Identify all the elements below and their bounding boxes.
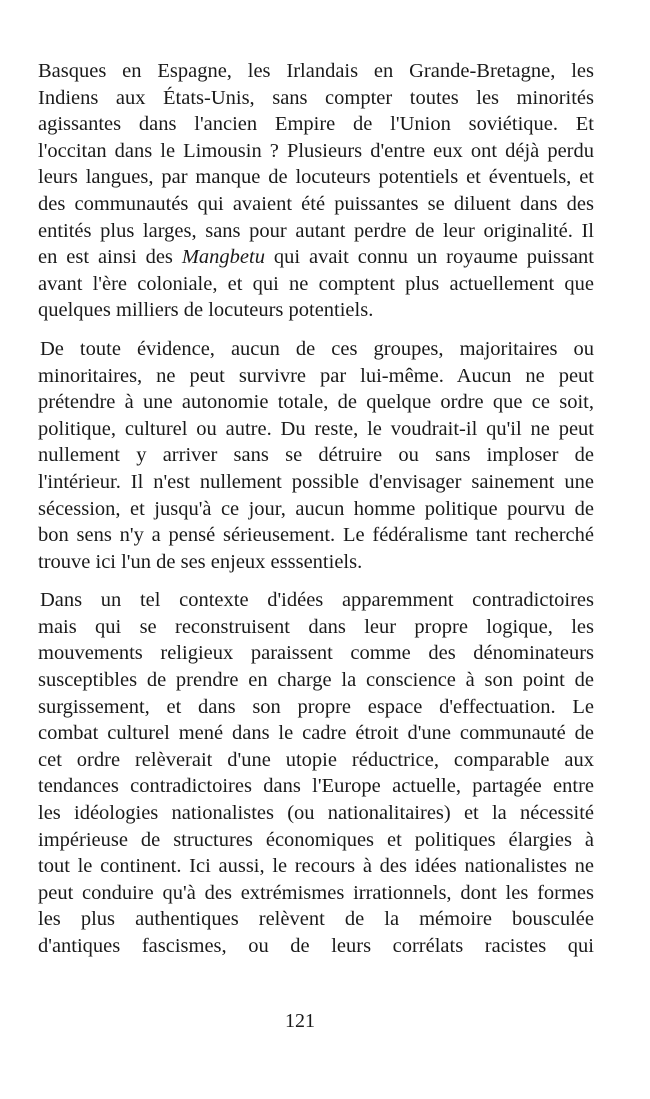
text-line: l'occitan dans le Limousin ? Plusieurs d'entre eux ont déjà perdu (38, 139, 594, 162)
text-line: politique, culturel ou autre. Du reste, le voudrait-il qu'il ne peut (38, 417, 594, 440)
paragraph-1 (38, 58, 594, 324)
text-segment: qui avait connu un royaume puissant (264, 246, 594, 269)
text-line: avant l'ère coloniale, et qui ne comptent plus actuellement que (38, 272, 594, 295)
text-line: mais qui se reconstruisent dans leur propre logique, les (38, 615, 594, 638)
text-line-with-italic (38, 244, 594, 271)
italic-word: Mangbetu (181, 246, 265, 269)
text-line: nullement y arriver sans se détruire ou sans imploser de (38, 444, 594, 467)
paragraph-2 (38, 336, 594, 575)
text-line: agissantes dans l'ancien Empire de l'Union soviétique. Et (38, 113, 594, 136)
text-line: De toute évidence, aucun de ces groupes, majoritaires ou (40, 337, 594, 360)
text-line: tendances contradictoires dans l'Europe actuelle, partagée entre (38, 775, 594, 798)
text-line: minoritaires, ne peut survivre par lui-même. Aucun ne peut (38, 364, 594, 387)
text-line: entités plus larges, sans pour autant perdre de leur originalité. Il (38, 219, 594, 242)
text-segment: en est ainsi des (38, 246, 182, 269)
text-line: trouve ici l'un de ses enjeux esssentiels. (38, 550, 363, 573)
text-line: les plus authentiques relèvent de la mémoire bousculée (38, 908, 594, 931)
text-line: Dans un tel contexte d'idées apparemment contradictoires (40, 589, 594, 612)
text-line: combat culturel mené dans le cadre étroit d'une communauté de (38, 722, 594, 745)
text-line: Basques en Espagne, les Irlandais en Grande-Bretagne, les (38, 60, 594, 82)
paragraph-3 (38, 587, 594, 959)
text-line: bon sens n'y a pensé sérieusement. Le fédéralisme tant recherché (38, 524, 594, 547)
text-line: les idéologies nationalistes (ou nationalitaires) et la nécessité (38, 802, 594, 825)
text-line: impérieuse de structures économiques et politiques élargies à (38, 828, 594, 851)
body-text (38, 58, 594, 972)
text-line: Indiens aux États-Unis, sans compter toutes les minorités (38, 86, 594, 109)
text-line: peut conduire qu'à des extrémismes irrationnels, dont les formes (38, 881, 594, 904)
text-line: leurs langues, par manque de locuteurs potentiels et éventuels, et (38, 166, 594, 189)
text-line: d'antiques fascismes, ou de leurs corrélats racistes qui (38, 935, 594, 957)
text-line: mouvements religieux paraissent comme des dénominateurs (38, 642, 594, 665)
text-line: prétendre à une autonomie totale, de quelque ordre que ce soit, (38, 391, 594, 414)
text-line: tout le continent. Ici aussi, le recours à des idées nationalistes ne (38, 855, 594, 878)
text-line: susceptibles de prendre en charge la conscience à son point de (38, 669, 594, 692)
text-line: surgissement, et dans son propre espace d'effectuation. Le (38, 695, 594, 718)
text-line: quelques milliers de locuteurs potentiels. (38, 299, 374, 322)
text-line: des communautés qui avaient été puissantes se diluent dans des (38, 192, 594, 215)
page-number: 121 (285, 1010, 315, 1032)
text-line: sécession, et jusqu'à ce jour, aucun homme politique pourvu de (38, 497, 594, 520)
text-line: l'intérieur. Il n'est nullement possible d'envisager sainement une (38, 470, 594, 493)
text-line: cet ordre relèverait d'une utopie réductrice, comparable aux (38, 748, 594, 771)
